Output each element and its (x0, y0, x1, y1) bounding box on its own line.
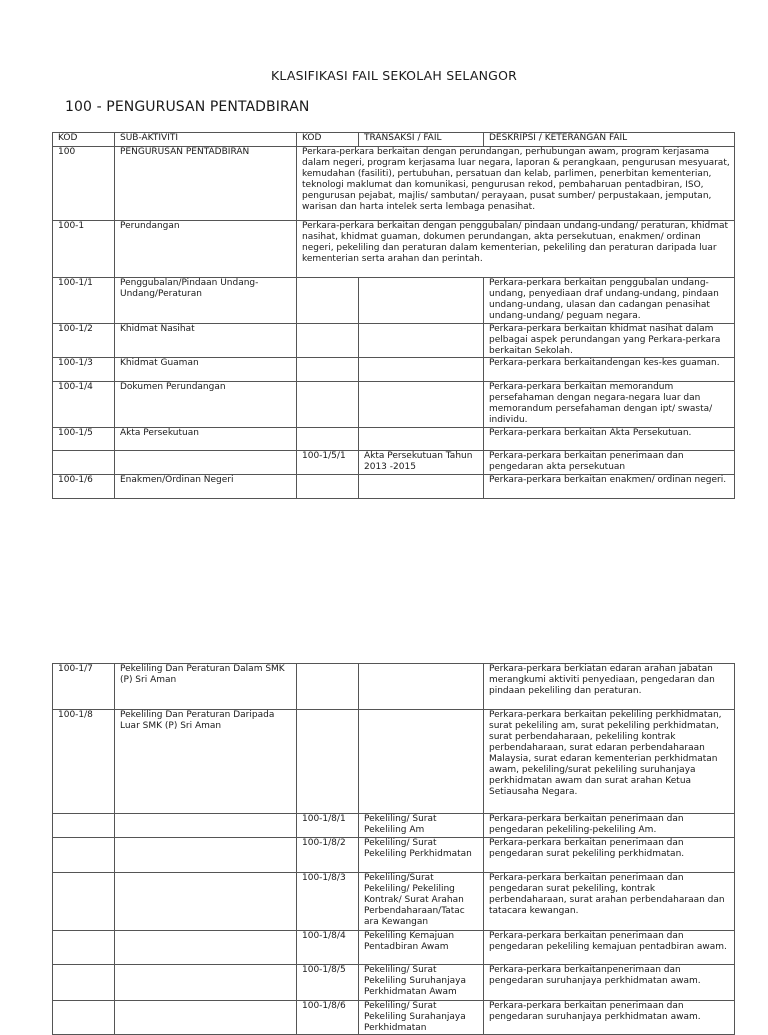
cell-kod: 100-1 (53, 221, 115, 278)
cell-sub-aktiviti: Pekeliling Dan Peraturan Dalam SMK (P) Sri Aman (115, 664, 297, 710)
cell-kod: 100-1/4 (53, 382, 115, 428)
cell-transaksi: Pekeliling Kemajuan Pentadbiran Awam (359, 931, 484, 965)
table-row (53, 873, 735, 931)
header-sub-aktiviti: SUB-AKTIVITI (115, 133, 297, 147)
cell-transaksi: Pekeliling/ Surat Pekeliling Am (359, 814, 484, 838)
cell-sub-aktiviti: Akta Persekutuan (115, 428, 297, 451)
cell-sub-aktiviti (115, 814, 297, 838)
table-row (53, 710, 735, 814)
cell-kod-transaksi (297, 428, 359, 451)
table-row (53, 475, 735, 499)
table-row (53, 278, 735, 324)
table-row (53, 664, 735, 710)
cell-kod: 100-1/8 (53, 710, 115, 814)
cell-kod (53, 838, 115, 873)
cell-kod (53, 814, 115, 838)
cell-sub-aktiviti: Khidmat Guaman (115, 358, 297, 382)
cell-deskripsi: Perkara-perkara berkaitan penerimaan dan pengedaran suruhanjaya perkhidmatan awam. (484, 1001, 735, 1035)
cell-transaksi (359, 428, 484, 451)
cell-deskripsi: Perkara-perkara berkaitan penerimaan dan pengedaran surat pekeliling perkhidmatan. (484, 838, 735, 873)
cell-transaksi (359, 382, 484, 428)
cell-kod-transaksi: 100-1/5/1 (297, 451, 359, 475)
cell-transaksi (359, 278, 484, 324)
cell-transaksi: Pekeliling/ Surat Pekeliling Perkhidmatan (359, 838, 484, 873)
cell-sub-aktiviti (115, 873, 297, 931)
cell-deskripsi: Perkara-perkara berkaitan penerimaan dan pengedaran pekeliling-pekeliling Am. (484, 814, 735, 838)
table-row (53, 451, 735, 475)
header-kod-transaksi: KOD (297, 133, 359, 147)
cell-kod (53, 1001, 115, 1035)
table-row (53, 1001, 735, 1035)
cell-sub-aktiviti (115, 1001, 297, 1035)
document-title: KLASIFIKASI FAIL SEKOLAH SELANGOR (271, 68, 517, 83)
cell-kod-transaksi: 100-1/8/3 (297, 873, 359, 931)
cell-sub-aktiviti: Pekeliling Dan Peraturan Daripada Luar SMK (P) Sri Aman (115, 710, 297, 814)
table-row (53, 221, 735, 278)
cell-sub-aktiviti: Penggubalan/Pindaan Undang-Undang/Peraturan (115, 278, 297, 324)
cell-sub-aktiviti (115, 838, 297, 873)
cell-kod: 100-1/5 (53, 428, 115, 451)
cell-deskripsi: Perkara-perkara berkaitan penerimaan dan pengedaran pekeliling kemajuan pentadbiran awam. (484, 931, 735, 965)
table-header-row (53, 133, 735, 147)
cell-kod: 100-1/6 (53, 475, 115, 499)
cell-sub-aktiviti (115, 931, 297, 965)
cell-kod-transaksi (297, 382, 359, 428)
cell-kod (53, 931, 115, 965)
section-heading: 100 - PENGURUSAN PENTADBIRAN (65, 99, 310, 115)
cell-deskripsi: Perkara-perkara berkiatan edaran arahan jabatan merangkumi aktiviti penyediaan, pengedaran dan pindaan pekeliling dan peraturan. (484, 664, 735, 710)
cell-sub-aktiviti: Perundangan (115, 221, 297, 278)
cell-kod: 100-1/2 (53, 324, 115, 358)
cell-kod-transaksi: 100-1/8/6 (297, 1001, 359, 1035)
cell-kod-transaksi (297, 475, 359, 499)
cell-deskripsi: Perkara-perkara berkaitan enakmen/ ordinan negeri. (484, 475, 735, 499)
cell-deskripsi: Perkara-perkara berkaitan pekeliling perkhidmatan, surat pekeliling am, surat pekeliling perkhidmatan, surat perbendaharaan, pekeliling kontrak perbendaharaan, surat edaran perbendaharaan Malaysia, surat edaran kementerian perkhidmatan awam, pekeliling/surat pekeliling suruhanjaya perkhidmatan awam dan surat arahan Ketua Setiausaha Negara. (484, 710, 735, 814)
cell-deskripsi: Perkara-perkara berkaitan Akta Persekutuan. (484, 428, 735, 451)
table-row (53, 324, 735, 358)
table-row (53, 382, 735, 428)
cell-kod-transaksi: 100-1/8/2 (297, 838, 359, 873)
cell-transaksi (359, 324, 484, 358)
cell-deskripsi: Perkara-perkara berkaitan memorandum persefahaman dengan negara-negara luar dan memorandum persefahaman dengan ipt/ swasta/ individu. (484, 382, 735, 428)
cell-kod: 100-1/7 (53, 664, 115, 710)
cell-deskripsi: Perkara-perkara berkaitan khidmat nasihat dalam pelbagai aspek perundangan yang Perkara-perkara berkaitan Sekolah. (484, 324, 735, 358)
cell-deskripsi: Perkara-perkara berkaitanpenerimaan dan pengedaran suruhanjaya perkhidmatan awam. (484, 965, 735, 1001)
cell-transaksi (359, 710, 484, 814)
table-row (53, 931, 735, 965)
cell-deskripsi: Perkara-perkara berkaitandengan kes-kes guaman. (484, 358, 735, 382)
cell-sub-aktiviti: PENGURUSAN PENTADBIRAN (115, 147, 297, 221)
cell-kod (53, 451, 115, 475)
cell-transaksi (359, 664, 484, 710)
cell-kod-transaksi: 100-1/8/1 (297, 814, 359, 838)
cell-transaksi: Pekeliling/ Surat Pekeliling Suruhanjaya Perkhidmatan Awam (359, 965, 484, 1001)
cell-kod-transaksi: 100-1/8/5 (297, 965, 359, 1001)
cell-transaksi (359, 358, 484, 382)
table-row (53, 838, 735, 873)
cell-sub-aktiviti (115, 965, 297, 1001)
header-deskripsi: DESKRIPSI / KETERANGAN FAIL (484, 133, 735, 147)
header-transaksi: TRANSAKSI / FAIL (359, 133, 484, 147)
cell-transaksi (359, 475, 484, 499)
cell-transaksi: Pekeliling/ Surat Pekeliling Surahanjaya Perkhidmatan (359, 1001, 484, 1035)
cell-transaksi: Akta Persekutuan Tahun 2013 -2015 (359, 451, 484, 475)
table-row (53, 358, 735, 382)
cell-sub-aktiviti: Dokumen Perundangan (115, 382, 297, 428)
cell-kod: 100 (53, 147, 115, 221)
cell-deskripsi: Perkara-perkara berkaitan penerimaan dan pengedaran surat pekeliling, kontrak perbendaharaan, surat arahan perbendaharaan dan tatacara kewangan. (484, 873, 735, 931)
table-row (53, 147, 735, 221)
cell-kod (53, 965, 115, 1001)
cell-deskripsi: Perkara-perkara berkaitan penggubalan undang-undang, penyediaan draf undang-undang, pindaan undang-undang, ulasan dan cadangan penasihat undang-undang/ peguam negara. (484, 278, 735, 324)
cell-kod (53, 873, 115, 931)
table-row (53, 428, 735, 451)
cell-kod-transaksi (297, 710, 359, 814)
table-row (53, 965, 735, 1001)
cell-sub-aktiviti: Enakmen/Ordinan Negeri (115, 475, 297, 499)
cell-transaksi: Pekeliling/Surat Pekeliling/ Pekeliling Kontrak/ Surat Arahan Perbendaharaan/Tatac ara Kewangan (359, 873, 484, 931)
cell-kod-transaksi (297, 324, 359, 358)
header-kod: KOD (53, 133, 115, 147)
cell-kod-transaksi (297, 358, 359, 382)
cell-sub-aktiviti (115, 451, 297, 475)
cell-deskripsi: Perkara-perkara berkaitan dengan perundangan, perhubungan awam, program kerjasama dalam negeri, program kerjasama luar negara, laporan & perangkaan, pengurusan mesyuarat, kemudahan (fasiliti), pertubuhan, persatuan dan kelab, parlimen, penerbitan kementerian, teknologi maklumat dan komunikasi, pengurusan rekod, pembaharuan pentadbiran, ISO, pengurusan pejabat, majlis/ sambutan/ perayaan, pusat sumber/ perpustakaan, jemputan, warisan dan harta intelek serta lembaga penasihat. (297, 147, 735, 221)
cell-sub-aktiviti: Khidmat Nasihat (115, 324, 297, 358)
cell-kod: 100-1/1 (53, 278, 115, 324)
cell-kod-transaksi (297, 664, 359, 710)
table-row (53, 814, 735, 838)
cell-kod-transaksi (297, 278, 359, 324)
cell-kod-transaksi: 100-1/8/4 (297, 931, 359, 965)
classification-table-page1 (52, 132, 735, 499)
cell-deskripsi: Perkara-perkara berkaitan penerimaan dan pengedaran akta persekutuan (484, 451, 735, 475)
classification-table-page2 (52, 663, 735, 1035)
cell-deskripsi: Perkara-perkara berkaitan dengan penggubalan/ pindaan undang-undang/ peraturan, khidmat nasihat, khidmat guaman, dokumen perundangan, akta persekutuan, enakmen/ ordinan negeri, pekeliling dan peraturan dalam kementerian, pekeliling dan peraturan daripada luar kementerian serta arahan dan perintah. (297, 221, 735, 278)
cell-kod: 100-1/3 (53, 358, 115, 382)
